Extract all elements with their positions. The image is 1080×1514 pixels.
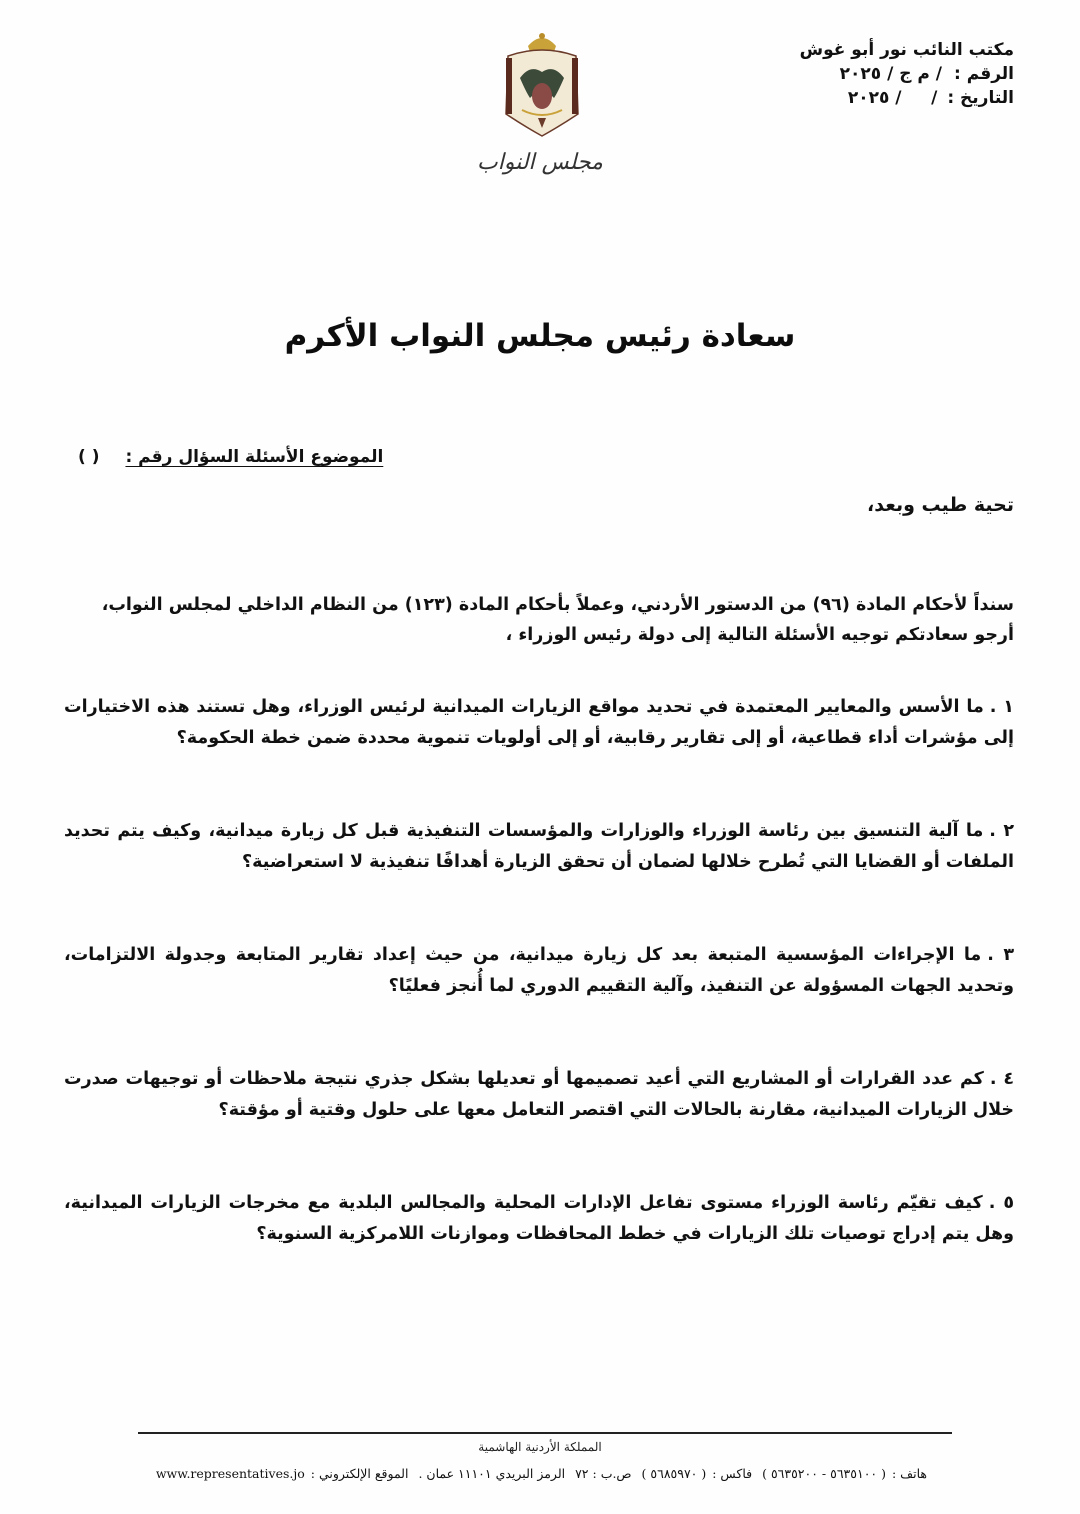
questions-list (64, 692, 1014, 1312)
fax-label: فاكس : (712, 1466, 753, 1481)
website-link[interactable]: www.representatives.jo (155, 1466, 305, 1481)
intro-line: سنداً لأحكام المادة (٩٦) من الدستور الأردني، وعملاً بأحكام المادة (١٢٣) من النظام الداخلي لمجلس النواب، (101, 595, 1014, 615)
date-value: / / ٢٠٢٥ (847, 88, 938, 108)
intro-paragraph (64, 590, 1014, 650)
po-box: ص.ب : ٧٢ (575, 1466, 632, 1481)
date-row (754, 86, 1014, 110)
date-label: التاريخ : (947, 88, 1014, 108)
footer-kingdom-name: المملكة الأردنية الهاشمية (478, 1440, 602, 1454)
subject-number-bracket: ( ) (78, 447, 100, 467)
postal-code: الرمز البريدي ١١١٠١ عمان . (418, 1466, 566, 1481)
website-label: الموقع الإلكتروني : (310, 1466, 409, 1481)
phone-label: هاتف : (891, 1466, 927, 1481)
question-text: ما الإجراءات المؤسسية المتبعة بعد كل زيارة ميدانية، من حيث إعداد تقارير المتابعة وجدولة الالتزامات، وتحديد الجهات المسؤولة عن التنفيذ، وآلية التقييم الدوري لما أُنجز فعليًا؟ (64, 945, 1014, 996)
addressee-title: سعادة رئيس مجلس النواب الأكرم (284, 318, 796, 354)
question-number: ١ . (989, 697, 1014, 717)
subject-line (78, 447, 383, 467)
fax-value: ( ٥٦٨٥٩٧٠ ) (641, 1466, 707, 1481)
question-number: ٤ . (989, 1069, 1014, 1089)
footer-contact (155, 1466, 930, 1481)
office-name: مكتب النائب نور أبو غوش (799, 40, 1014, 60)
office-info (754, 38, 1014, 110)
subject-text: الموضوع الأسئلة السؤال رقم : (125, 447, 384, 467)
reference-row (754, 62, 1014, 86)
coat-of-arms-icon (498, 28, 586, 140)
question-number: ٢ . (989, 821, 1014, 841)
question-item (64, 1188, 1014, 1250)
intro-line: أرجو سعادتكم توجيه الأسئلة التالية إلى دولة رئيس الوزراء ، (505, 625, 1014, 645)
question-number: ٥ . (988, 1193, 1014, 1213)
question-item (64, 692, 1014, 754)
greeting: تحية طيب وبعد، (867, 494, 1014, 516)
question-item (64, 816, 1014, 878)
question-item (64, 1064, 1014, 1126)
footer-divider (138, 1432, 952, 1434)
question-item (64, 940, 1014, 1002)
parliament-logo-text: مجلس النواب (477, 150, 603, 175)
reference-value: / م ج / ٢٠٢٥ (839, 64, 942, 84)
question-text: ما الأسس والمعايير المعتمدة في تحديد مواقع الزيارات الميدانية لرئيس الوزراء، وهل تستند هذه الاختيارات إلى مؤشرات أداء قطاعية، أو إلى تقارير رقابية، أو إلى أولويات تنموية محددة ضمن خطة الحكومة؟ (64, 697, 1014, 748)
question-text: ما آلية التنسيق بين رئاسة الوزراء والوزارات والمؤسسات التنفيذية قبل كل زيارة ميدانية، وكيف يتم تحديد الملفات أو القضايا التي تُطرح خلالها لضمان أن تحقق الزيارة أهدافًا تنفيذية لا استعراضية؟ (64, 821, 1014, 872)
reference-label: الرقم : (954, 64, 1014, 84)
phone-value: ( ٥٦٣٥١٠٠ - ٥٦٣٥٢٠٠ ) (762, 1466, 886, 1481)
question-text: كم عدد القرارات أو المشاريع التي أعيد تصميمها أو تعديلها بشكل جذري نتيجة ملاحظات أو توجيهات صدرت خلال الزيارات الميدانية، مقارنة بالحالات التي اقتصر التعامل معها على حلول وقتية أو مؤقتة؟ (64, 1069, 1014, 1120)
question-text: كيف تقيّم رئاسة الوزراء مستوى تفاعل الإدارات المحلية والمجالس البلدية مع مخرجات الزيارات الميدانية، وهل يتم إدراج توصيات تلك الزيارات في خطط المحافظات وموازنات اللامركزية السنوية؟ (64, 1193, 1014, 1244)
question-number: ٣ . (987, 945, 1014, 965)
